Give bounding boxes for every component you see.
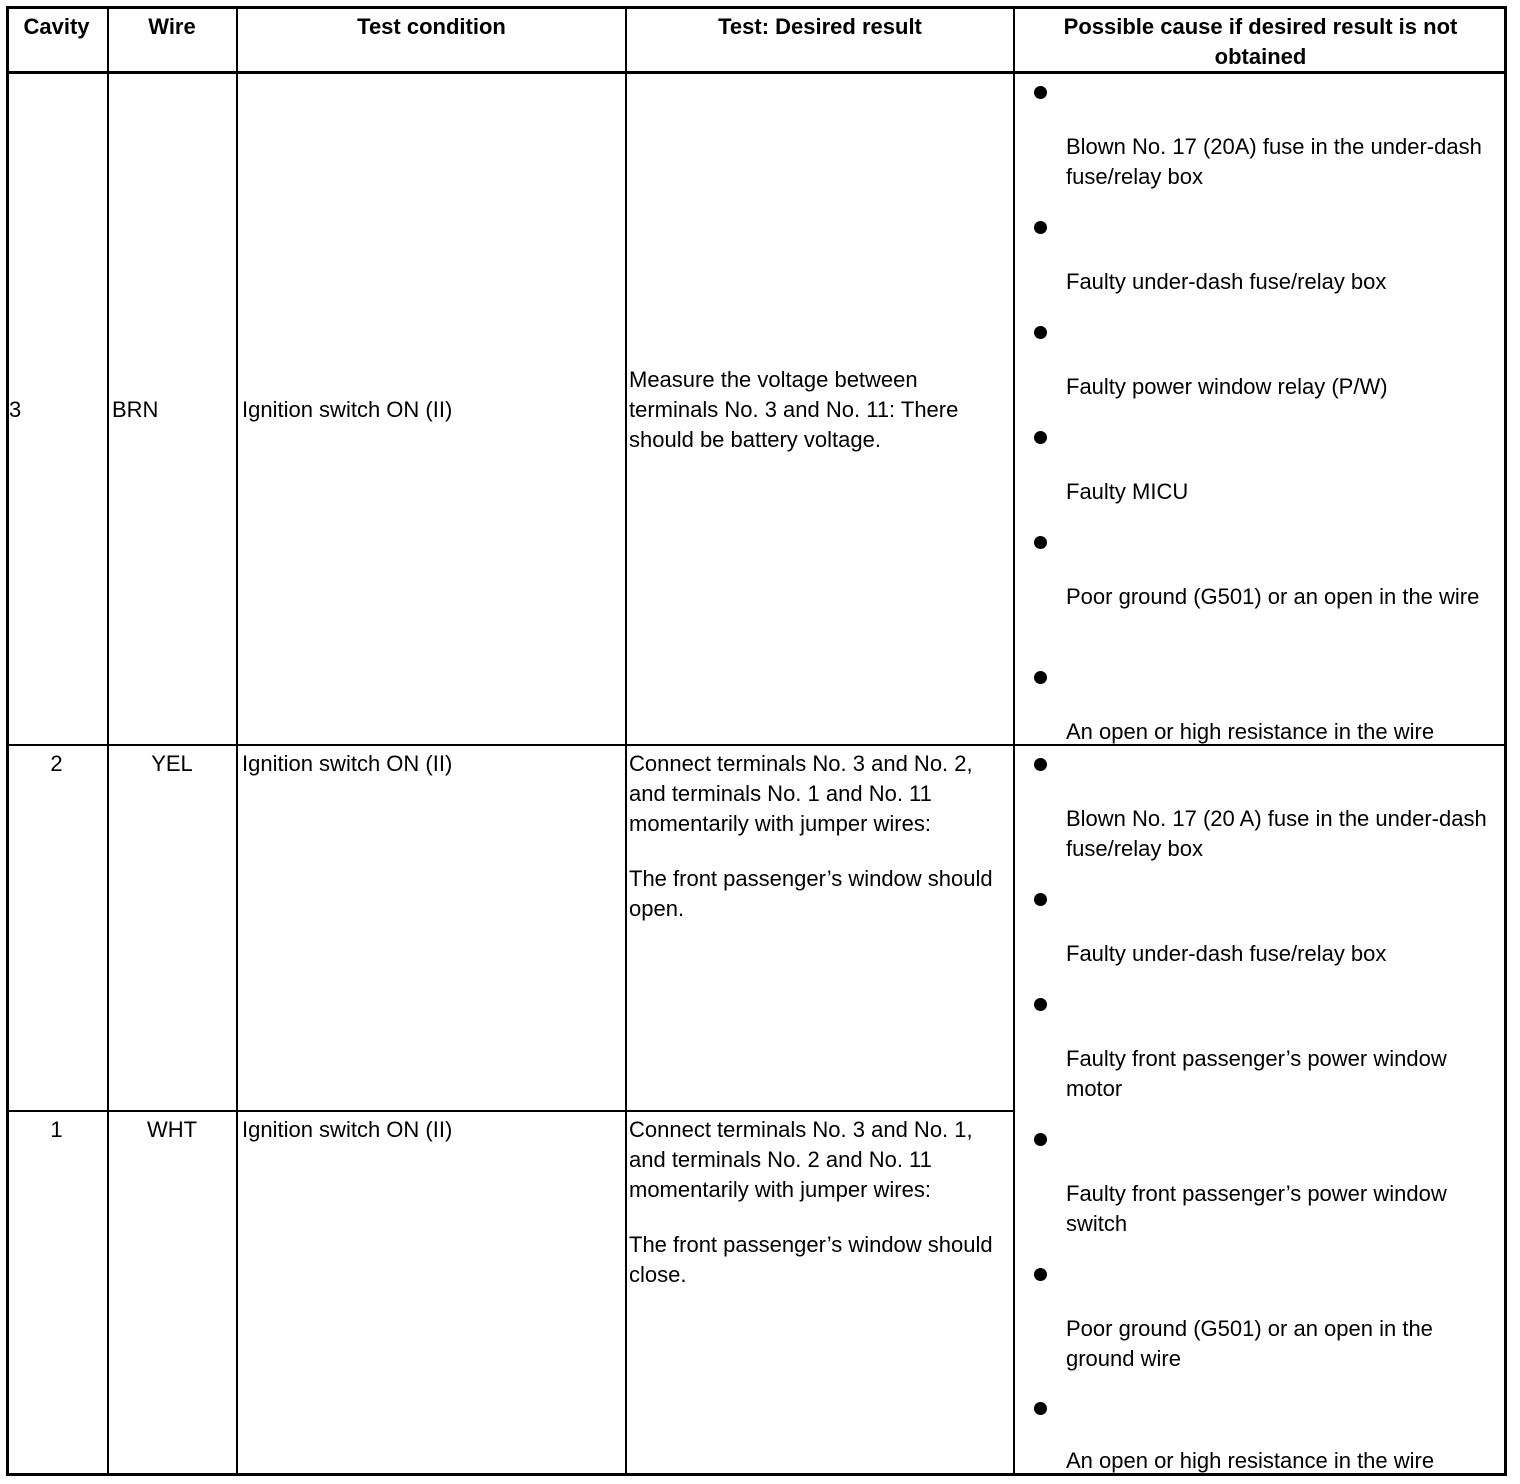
result-text: Measure the voltage between terminals No. 3 and No. 11: There should be battery voltage. xyxy=(629,367,959,452)
cause-text: Faulty under-dash fuse/relay box xyxy=(1066,269,1387,294)
row-desired-result xyxy=(629,1115,1011,1315)
row-desired-result xyxy=(629,365,1011,480)
bullet-icon xyxy=(1034,893,1047,906)
bullet-icon xyxy=(1034,1133,1047,1146)
result-text: The front passenger’s window should close. xyxy=(629,1232,993,1287)
bullet-icon xyxy=(1034,536,1047,549)
diagnostic-table xyxy=(6,6,1507,1476)
header-desired-result: Test: Desired result xyxy=(718,14,922,39)
row-test-condition: Ignition switch ON (II) xyxy=(242,1117,453,1142)
cause-text: Faulty front passenger’s power window motor xyxy=(1066,1046,1447,1101)
cause-text: Blown No. 17 (20 A) fuse in the under-dash fuse/relay box xyxy=(1066,806,1487,861)
column-divider xyxy=(1013,6,1015,1476)
bullet-icon xyxy=(1034,221,1047,234)
result-text: The front passenger’s window should open. xyxy=(629,866,993,921)
bullet-icon xyxy=(1034,86,1047,99)
cause-text: Blown No. 17 (20A) fuse in the under-dash fuse/relay box xyxy=(1066,134,1482,189)
header-cavity: Cavity xyxy=(23,14,90,39)
row-wire: BRN xyxy=(112,397,159,422)
bullet-icon xyxy=(1034,431,1047,444)
cause-text: Poor ground (G501) or an open in the ground wire xyxy=(1066,1316,1433,1371)
bullet-icon xyxy=(1034,1402,1047,1415)
cause-text: Faulty front passenger’s power window switch xyxy=(1066,1181,1447,1236)
row-wire: YEL xyxy=(151,751,193,776)
row-cavity: 1 xyxy=(50,1117,63,1142)
bullet-icon xyxy=(1034,671,1047,684)
bullet-icon xyxy=(1034,758,1047,771)
row-cavity: 3 xyxy=(9,397,22,422)
cause-text: An open or high resistance in the wire xyxy=(1066,719,1435,744)
column-divider xyxy=(107,6,109,1476)
bullet-icon xyxy=(1034,998,1047,1011)
bullet-icon xyxy=(1034,326,1047,339)
row-divider xyxy=(6,1110,1014,1112)
cause-text: Faulty MICU xyxy=(1066,479,1189,504)
bullet-icon xyxy=(1034,1268,1047,1281)
result-text: Connect terminals No. 3 and No. 1, and terminals No. 2 and No. 11 momentarily with jumper wires: xyxy=(629,1117,973,1202)
row-test-condition: Ignition switch ON (II) xyxy=(242,751,453,776)
column-divider xyxy=(625,6,627,1476)
header-test-condition: Test condition xyxy=(357,14,506,39)
row-wire: WHT xyxy=(146,1117,198,1142)
column-divider xyxy=(236,6,238,1476)
row-cavity: 2 xyxy=(50,751,63,776)
header-wire: Wire xyxy=(148,14,196,39)
cause-text: An open or high resistance in the wire xyxy=(1066,1448,1435,1473)
cause-text: Faulty under-dash fuse/relay box xyxy=(1066,941,1387,966)
cause-text: Faulty power window relay (P/W) xyxy=(1066,374,1388,399)
row-desired-result xyxy=(629,749,1011,949)
header-possible-cause: Possible cause if desired result is not obtained xyxy=(1063,14,1458,69)
row-test-condition: Ignition switch ON (II) xyxy=(242,397,453,422)
result-text: Connect terminals No. 3 and No. 2, and terminals No. 1 and No. 11 momentarily with jumper wires: xyxy=(629,751,973,836)
cause-text: Poor ground (G501) or an open in the wire xyxy=(1066,584,1480,609)
